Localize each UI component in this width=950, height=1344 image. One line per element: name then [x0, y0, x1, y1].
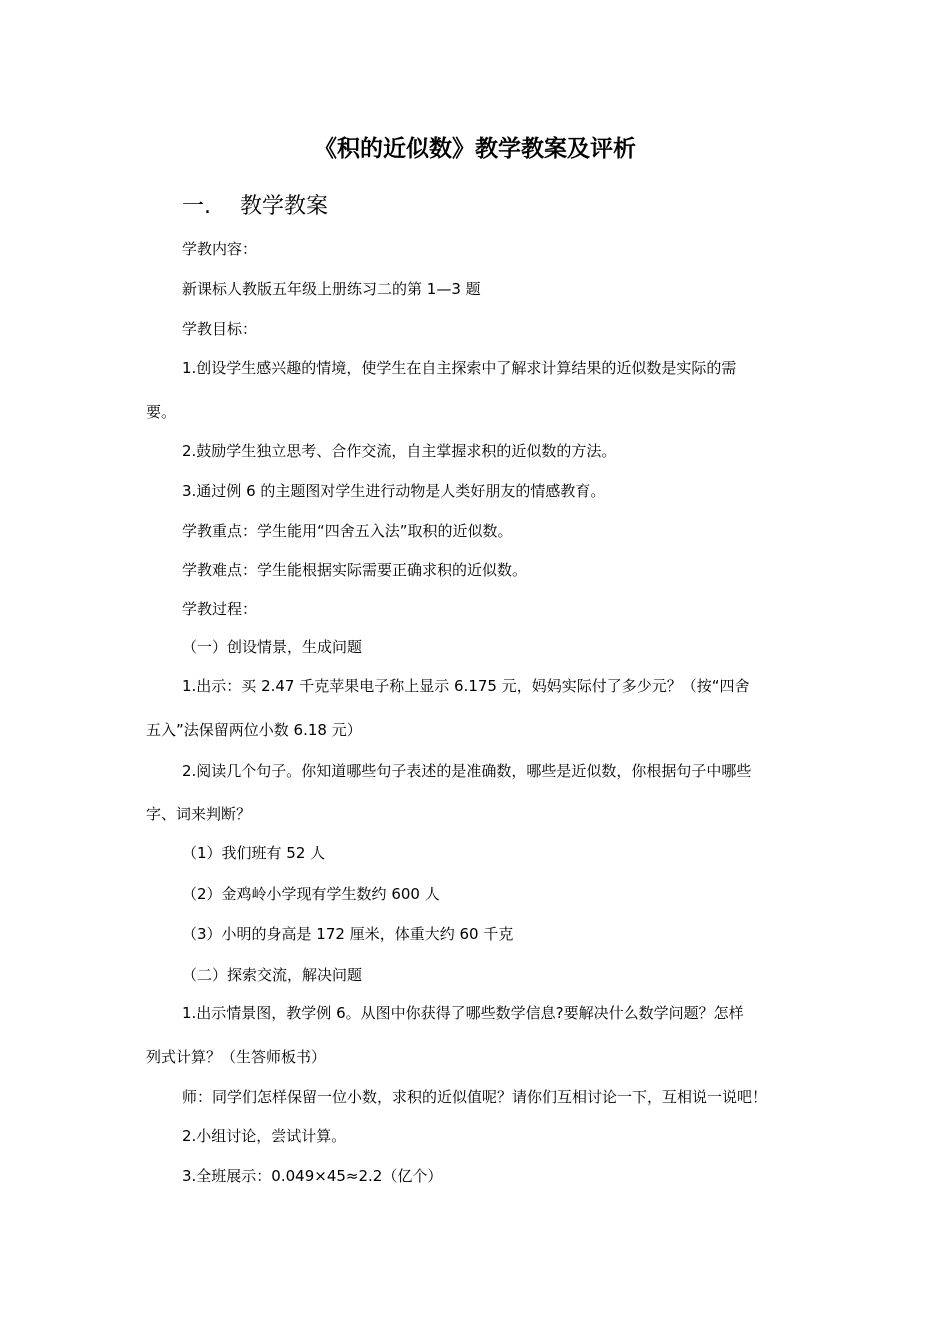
paragraph-step-2-item-3: 3.全班展示：0.049×45≈2.2（亿个） — [182, 1167, 443, 1185]
section-number: 一. — [182, 194, 211, 219]
section-heading-text: 教学教案 — [240, 194, 329, 219]
paragraph-step-1-item-2: 2.阅读几个句子。你知道哪些句子表述的是准确数，哪些是近似数，你根据句子中哪些 — [182, 762, 752, 780]
paragraph-key-point: 学教重点：学生能用“四舍五入法”取积的近似数。 — [182, 522, 513, 540]
paragraph-objective-1: 1.创设学生感兴趣的情境，使学生在自主探索中了解求计算结果的近似数是实际的需 — [182, 359, 737, 377]
paragraph-step-2-item-2: 2.小组讨论，尝试计算。 — [182, 1127, 347, 1145]
paragraph-difficulty: 学教难点：学生能根据实际需要正确求积的近似数。 — [182, 561, 528, 579]
paragraph-sentence-3: （3）小明的身高是 172 厘米，体重大约 60 千克 — [182, 925, 514, 943]
paragraph-step-1-item-2-cont: 字、词来判断？ — [146, 805, 252, 823]
paragraph-step-2-item-1-cont: 列式计算？（生答师板书） — [146, 1048, 327, 1066]
document-title: 《积的近似数》教学教案及评析 — [314, 136, 636, 162]
paragraph-sentence-1: （1）我们班有 52 人 — [182, 844, 326, 862]
paragraph-sentence-2: （2）金鸡岭小学现有学生数约 600 人 — [182, 885, 440, 903]
paragraph-step-1-heading: （一）创设情景，生成问题 — [182, 638, 363, 656]
paragraph-teacher-question: 师：同学们怎样保留一位小数，求积的近似值呢？请你们互相讨论一下，互相说一说吧！ — [182, 1088, 768, 1106]
paragraph-objective-3: 3.通过例 6 的主题图对学生进行动物是人类好朋友的情感教育。 — [182, 482, 606, 500]
paragraph-step-1-item-1-cont: 五入”法保留两位小数 6.18 元） — [146, 721, 362, 739]
paragraph-step-2-item-1: 1.出示情景图，教学例 6。从图中你获得了哪些数学信息?要解决什么数学问题？怎样 — [182, 1004, 744, 1022]
paragraph-objective-2: 2.鼓励学生独立思考、合作交流，自主掌握求积的近似数的方法。 — [182, 442, 617, 460]
paragraph-process-label: 学教过程： — [182, 600, 258, 618]
paragraph-step-1-item-1: 1.出示：买 2.47 千克苹果电子称上显示 6.175 元，妈妈实际付了多少元？（按“四舍 — [182, 677, 750, 695]
paragraph-content: 新课标人教版五年级上册练习二的第 1—3 题 — [182, 280, 481, 298]
paragraph-content-label: 学教内容： — [182, 240, 258, 258]
section-heading — [182, 190, 328, 224]
paragraph-step-2-heading: （二）探索交流，解决问题 — [182, 966, 363, 984]
paragraph-objectives-label: 学教目标： — [182, 320, 258, 338]
paragraph-objective-1-cont: 要。 — [146, 403, 177, 421]
